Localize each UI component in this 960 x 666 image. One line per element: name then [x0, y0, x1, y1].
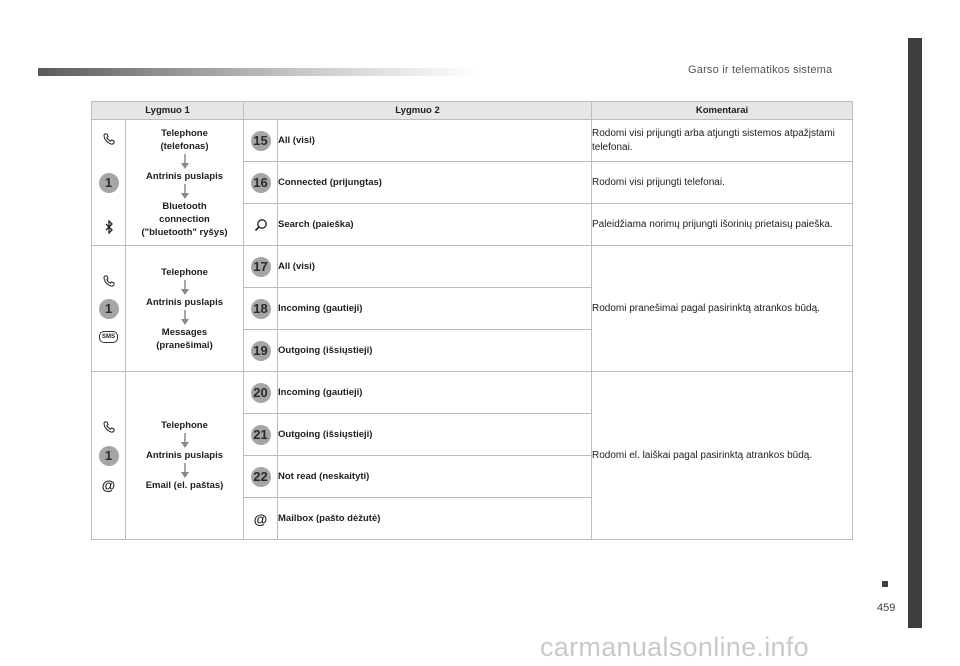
level1-step: Telephone (telefonas): [160, 127, 209, 152]
phone-icon: [99, 271, 119, 291]
number-badge: 16: [251, 173, 271, 193]
level1-step: Messages (pranešimai): [156, 326, 213, 351]
arrow-down-icon: [180, 433, 190, 448]
number-badge: 22: [251, 467, 271, 487]
header-level2: Lygmuo 2: [244, 102, 592, 120]
at-icon: @: [101, 476, 116, 493]
level1-icons-cell: [92, 246, 126, 372]
level1-path-cell: [126, 372, 244, 540]
comment-cell: Rodomi pranešimai pagal pasirinktą atrankos būdą.: [592, 246, 853, 372]
level1-step: Telephone: [161, 266, 208, 278]
level1-step: Antrinis puslapis: [145, 170, 224, 182]
menu-table: [91, 101, 853, 540]
header-level1: Lygmuo 1: [92, 102, 244, 120]
level1-step: Antrinis puslapis: [145, 296, 224, 308]
number-cell: [244, 120, 278, 162]
number-cell: [244, 162, 278, 204]
watermark: carmanualsonline.info: [540, 632, 809, 662]
level1-step: Email (el. paštas): [145, 480, 224, 491]
level1-badge: 1: [99, 299, 119, 319]
arrow-down-icon: [180, 310, 190, 325]
phone-icon: [99, 417, 119, 437]
page-marker: [882, 581, 888, 587]
number-cell: [244, 288, 278, 330]
comment-cell: Rodomi visi prijungti arba atjungti sistemos atpažįstami telefonai.: [592, 120, 853, 162]
level2-label: All (visi): [278, 246, 592, 288]
level2-label: All (visi): [278, 120, 592, 162]
level1-icons-cell: [92, 120, 126, 246]
number-badge: 18: [251, 299, 271, 319]
number-cell: [244, 414, 278, 456]
at-icon: @: [253, 510, 268, 527]
comment-cell: Rodomi visi prijungti telefonai.: [592, 162, 853, 204]
sms-icon: [99, 327, 119, 347]
level2-label: Connected (prijungtas): [278, 162, 592, 204]
level1-path-cell: [126, 120, 244, 246]
level1-step: Bluetooth connection ("bluetooth" ryšys): [141, 200, 228, 238]
arrow-down-icon: [180, 463, 190, 478]
level2-label: Outgoing (išsiųstieji): [278, 414, 592, 456]
level2-label: Outgoing (išsiųstieji): [278, 330, 592, 372]
header-comments: Komentarai: [592, 102, 853, 120]
sms-label: SMS: [99, 331, 118, 343]
number-badge: 17: [251, 257, 271, 277]
arrow-down-icon: [180, 184, 190, 199]
level1-icons-cell: [92, 372, 126, 540]
comment-cell: Paleidžiama norimų prijungti išorinių prietaisų paieška.: [592, 204, 853, 246]
table-row: [92, 120, 853, 162]
table-header-row: [92, 102, 853, 120]
header-gradient-bar: [38, 68, 478, 76]
level2-label: Not read (neskaityti): [278, 456, 592, 498]
level1-badge: 1: [99, 446, 119, 466]
table-row: [92, 246, 853, 288]
page-number: 459: [877, 602, 896, 614]
number-badge: 21: [251, 425, 271, 445]
level2-label: Incoming (gautieji): [278, 288, 592, 330]
arrow-down-icon: [180, 154, 190, 169]
level2-label: Incoming (gautieji): [278, 372, 592, 414]
arrow-down-icon: [180, 280, 190, 295]
search-icon: [251, 215, 271, 235]
phone-icon: [99, 129, 119, 149]
number-badge: 20: [251, 383, 271, 403]
level1-path-cell: [126, 246, 244, 372]
level2-label: Search (paieška): [278, 204, 592, 246]
bluetooth-icon: [99, 217, 119, 237]
level1-step: Antrinis puslapis: [145, 450, 224, 461]
level1-step: Telephone: [161, 420, 208, 431]
number-cell: [244, 372, 278, 414]
number-cell: [244, 330, 278, 372]
comment-cell: Rodomi el. laiškai pagal pasirinktą atrankos būdą.: [592, 372, 853, 540]
number-cell: [244, 246, 278, 288]
number-badge: 15: [251, 131, 271, 151]
section-title: Garso ir telematikos sistema: [688, 64, 833, 76]
number-badge: 19: [251, 341, 271, 361]
number-cell: [244, 456, 278, 498]
number-cell: [244, 498, 278, 540]
level1-badge: 1: [99, 173, 119, 193]
side-tab-band: [908, 38, 922, 628]
number-cell: [244, 204, 278, 246]
level2-label: Mailbox (pašto dėžutė): [278, 498, 592, 540]
table-row: [92, 372, 853, 414]
